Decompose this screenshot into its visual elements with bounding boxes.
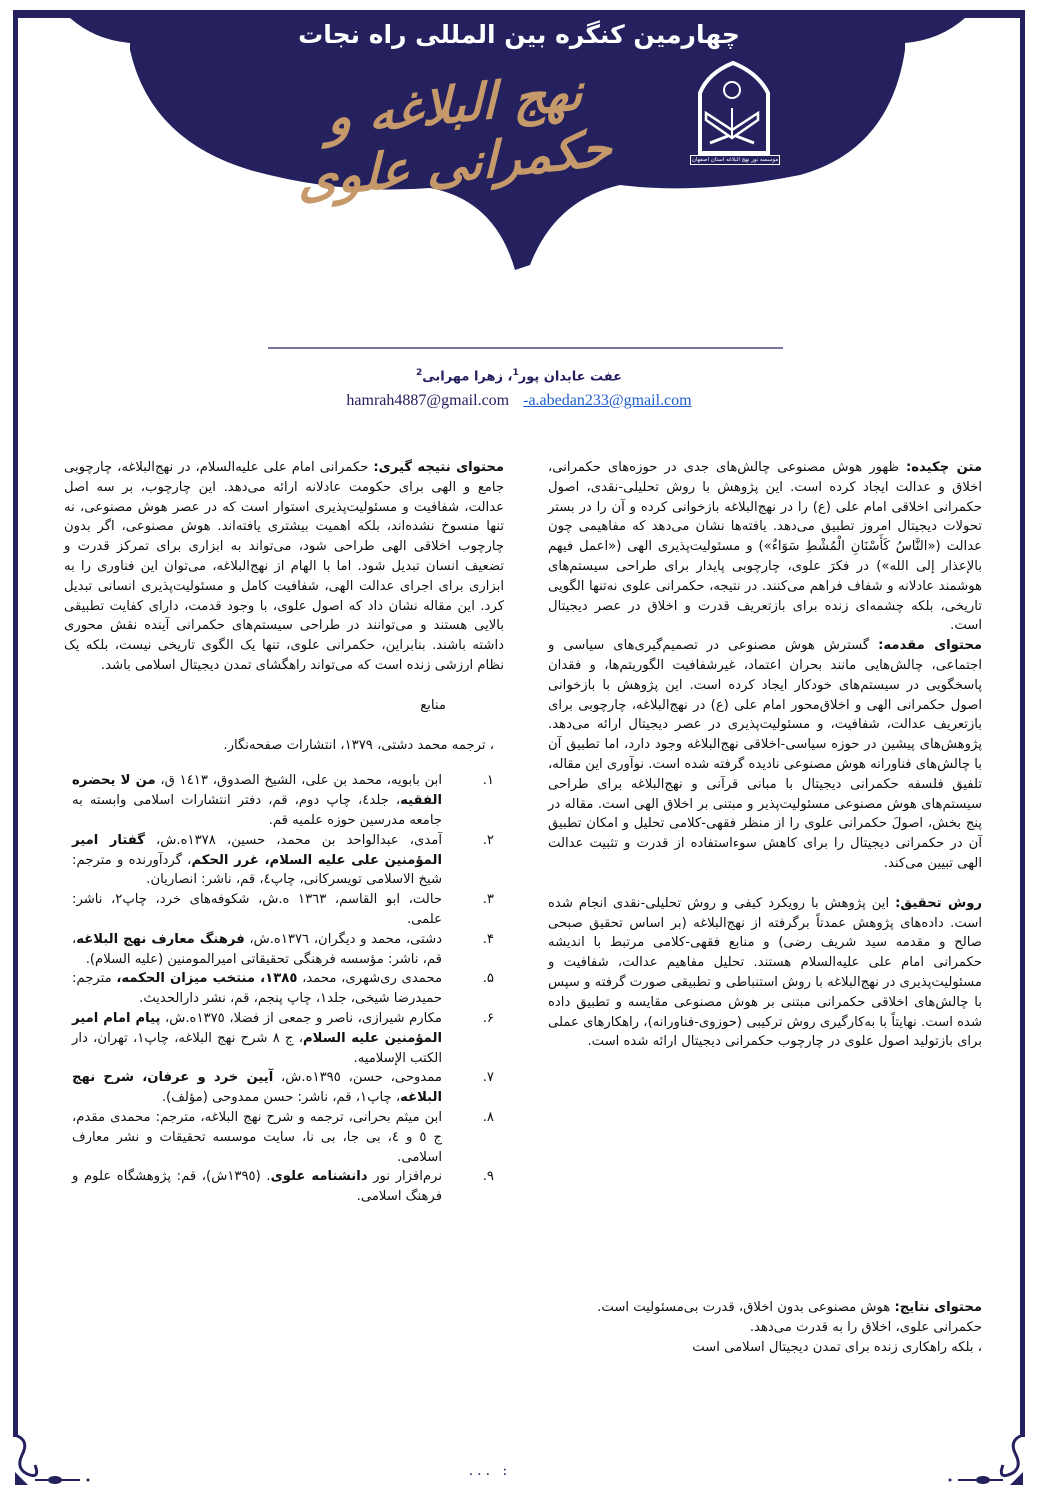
email-plain: hamrah4887@gmail.com [346,392,510,409]
email-line [0,392,1038,410]
reference-pre: مکارم شیرازی، ناصر و جمعی از فضلا، ١٣٧٥ه.ش، [160,1010,442,1026]
corner-ornament-left-icon [10,1430,90,1490]
references-title: منابع [420,697,446,713]
reference-number: ۴. [482,931,494,947]
reference-item [64,1068,504,1108]
reference-post: . (١٣٩٥ش)، قم: پژوهشگاه علوم و فرهنگ اسلامی. [72,1169,442,1205]
abstract-label: متن چکیده: [905,460,982,475]
corner-ornament-right-icon [948,1430,1028,1490]
conclusion-label: محتوای نتیجه گیری: [373,460,504,475]
reference-title: ١٣٨٥، منتخب میزان الحکمه، [116,971,298,987]
reference-text [64,831,442,890]
reference-post: ، چاپ١، قم، ناشر: حسن ممدوحی (مؤلف). [161,1090,401,1106]
reference-pre: حالت، ابو القاسم، ١٣٦٣ ه.ش، شکوفه‌های خرد، چاپ٢، ناشر: علمی. [72,892,442,927]
introduction-label: محتوای مقدمه: [878,638,982,654]
reference-post: ، جلد٤، چاپ دوم، قم، دفتر انتشارات اسلامی وابسته به جامعه مدرسین حوزه علمیه قم. [72,793,442,828]
reference-title: من لا یحضره الفقیه [72,773,443,809]
method-text: این پژوهش با رویکرد کیفی و روش تحلیلی-نقدی انجام شده است. داده‌های پژوهش عمدتاً برگرفته از نهج‌البلاغه (بر اساس تحقیق صبحی صالح و مقدمه سید شریف رضی) و منابع فقهی-کلامی مرتبط با اندیشه حکمرانی امام علی علیه‌السلام هستند. تحلیل مفاهیم عدالت، شفافیت و مسئولیت‌پذیری در نهج‌البلاغه با روش استنباطی و تطبیقی صورت گرفته و سپس با چالش‌های اخلاقی حکمرانی مبتنی بر هوش مصنوعی مقایسه و تطبیق داده شده است. نهایتاً با به‌کارگیری روش ترکیبی (حوزوی-فناورانه)، راهکارهای عملی برای بازتولید اصول علوی در چارچوب حکمرانی دیجیتال ارائه شده است. [548,895,982,1050]
author-separator: ، [503,369,513,385]
reference-title: دانشنامه علوی [270,1169,368,1185]
reference-text [64,771,442,830]
reference-item [64,969,504,1009]
reference-post: ، قم، ناشر: مؤسسه فرهنگی تحقیقاتی امیرالمومنین (علیه السلام). [72,931,442,967]
introduction-section [548,636,982,874]
reference-number: ۳. [482,892,494,908]
introduction-text: گسترش هوش مصنوعی در تصمیم‌گیری‌های سیاسی و اجتماعی، چالش‌هایی مانند بحران اعتماد، غیرشفافیت الگوریتم‌ها، و فقدان پاسخگویی در سیستم‌های خودکار ایجاد کرده است. این پژوهش با بازخوانی اصول حکمرانی الهی و اخلاق‌محور امام علی (ع) در نهج‌البلاغه، چارچوبی برای بازتعریف عدالت، شفافیت، و مسئولیت‌پذیری در عصر دیجیتال ارائه می‌دهد. پژوهش‌های پیشین در حوزه سیاسی-اخلاقی نهج‌البلاغه وجود دارد، اما تطبیق آن با چالش‌های فناورانه هوش مصنوعی نادیده گرفته شده است. نوآوری این مقاله، تلفیق فلسفه حکمرانی دیجیتال با مبانی قرآنی و نهج‌البلاغه برای طراحی سیستم‌های هوش مصنوعی مسئولیت‌پذیر و مبتنی بر اخلاق الهی است. مقاله در پنج بخش، اصولَ حکمرانی علوی را از منظر فقهی-کلامی تحلیل و امکان تطبیق آن در حکمرانی دیجیتال را برای کاهش سوءاستفاده از قدرت و تثبیت عدالت الهی تبیین می‌کند. [548,638,982,871]
reference-number: ۷. [482,1070,494,1086]
references-intro: ، ترجمه محمد دشتی، ۱۳۷۹، انتشارات صفحه‌نگار. [223,737,494,753]
reference-number: ۲. [482,832,494,848]
reference-number: ۵. [482,971,494,987]
reference-pre: آمدی، عبدالواحد بن محمد، حسین، ١٣٧٨ه.ش، [144,832,442,848]
references-list [64,771,504,1207]
reference-number: ۱. [482,773,494,789]
reference-pre: ابن میثم بحرانی، ترجمه و شرح نهج البلاغه، مترجم: محمدی مقدم، ج ٥ و ٤، بی جا، بی نا، سایت موسسه تحقیقات و نشر معارف اسلامی. [72,1109,442,1165]
author-line [0,368,1038,384]
results-line-1: هوش مصنوعی بدون اخلاق، قدرت بی‌مسئولیت است. [597,1300,895,1315]
left-column [64,458,504,1207]
reference-number: ۶. [482,1010,494,1026]
results-label: محتوای نتایج: [894,1300,982,1315]
results-line-2: حکمرانی علوی، اخلاق را به قدرت می‌دهد. [749,1319,982,1335]
reference-title: گفتار امیر المؤمنین علی علیه السلام، غرر الحکم [72,832,442,868]
author-2-affiliation: 2 [415,368,423,378]
divider-rule [268,347,783,349]
reference-item [64,1009,504,1068]
author-1-affiliation: 1 [512,368,519,378]
reference-text [64,930,442,970]
reference-post: مترجم: حمیدرضا شیخی، جلد١، چاپ پنجم، قم، نشر دارالحدیث. [72,971,442,1007]
reference-title: پیام امام امیر المؤمنین علیه السلام [72,1010,442,1046]
conclusion-section [64,458,504,676]
abstract-text: ظهور هوش مصنوعی چالش‌های جدی در حوزه‌های حکمرانی، اخلاق و عدالت ایجاد کرده است. این پژوهش با روش تحلیلی-نقدی، اصول حکمرانی اخلاقی امام علی (ع) را در نهج‌البلاغه بازخوانی کرده و آن را در بستر تحولات دیجیتال امروز تطبیق می‌دهد. یافته‌ها نشان می‌دهد که مفاهیمی چون عدالت («النَّاسُ كَأَسْنَانِ الْمُشْطِ سَوَاءٌ») و مسئولیت‌پذیری الهی («اعمل فیهم بالإعذار إلى الله») در فکرَ علوی، چارچوبی پایدار برای طراحی سیستم‌های هوشمند عادلانه و شفاف فراهم می‌کنند. در نتیجه، حکمرانی علوی نه‌تنها الگویی تاریخی، بلکه چشمه‌ای زنده برای بازتعریف قدرت و اخلاق در عصر دیجیتال است. [548,460,982,634]
reference-number: ۹. [482,1169,494,1185]
reference-text [64,969,442,1009]
author-2: زهرا مهرابی [422,369,504,385]
reference-pre: محمدی ری‌شهری، محمد، [297,971,443,987]
reference-pre: نرم‌افزار نور [367,1169,442,1185]
reference-title: آیین خرد و عرفان، شرح نهج البلاغه [72,1070,442,1106]
results-line-3: ، بلکه راهکاری زنده برای تمدن دیجیتال اسلامی است [692,1339,982,1355]
reference-pre: ممدوحی، حسن، ١٣٩٥ه.ش، [273,1070,442,1086]
reference-post: ، گردآورنده و مترجم: شیخ الاسلامی تویسرکانی، چاپ٤، قم، ناشر: انصاریان. [72,852,442,888]
results-section [548,1298,982,1357]
institute-logo-icon [688,58,778,168]
reference-item [64,831,504,890]
reference-item [64,771,504,830]
method-section [548,894,982,1052]
reference-item [64,1167,504,1207]
page-number: ... : [468,1463,512,1479]
reference-number: ۸. [482,1109,494,1125]
calligraphy-title: نهج البلاغه و حکمرانی علوی [298,61,612,210]
email-link[interactable]: -a.abedan233@gmail.com [523,392,692,409]
right-column [548,458,982,1052]
reference-text [64,890,442,930]
reference-text [64,1108,442,1167]
method-label: روش تحقیق: [895,895,982,911]
conclusion-text: حکمرانی امام علی علیه‌السلام، در نهج‌البلاغه، چارچوبی جامع و الهی برای حکومت عادلانه ارائه می‌دهد. این چارچوب، بر سه اصل عدالت، شفافیت و مسئولیت‌پذیری استوار است که در عصر هوش مصنوعی، نه تنها منسوخ نشده‌اند، بلکه اهمیت بیشتری یافته‌اند. هوش مصنوعی، اگر بدون چارچوب اخلاقی الهی طراحی شود، می‌تواند به ابزاری برای تمرکز قدرت و تضعیف انسان تبدیل شود. اما با الهام از نهج‌البلاغه، می‌توان این فناوری را به ابزاری برای اجرای عدالت الهی، شفافیت کامل و مسئولیت‌پذیری انسانی تبدیل کرد. این مقاله نشان داد که اصول علوی، با وجود قدمت، دارای کفایت تطبیقی بالایی هستند و می‌توانند در طراحی سیستم‌های حکمرانی آینده نقش محوری داشته باشند. بنابراین، حکمرانی علوی، تنها یک الگوی تاریخی نیست، بلکه یک نظام ارزشی زنده است که می‌تواند راهگشای تمدن دیجیتال اسلامی باشد. [64,460,504,673]
reference-item [64,930,504,970]
logo-caption: موسسه نور نهج البلاغه استان اصفهان [691,157,779,163]
reference-item [64,1108,504,1167]
reference-item [64,890,504,930]
congress-title: چهارمین کنگره بین المللی راه نجات [298,20,740,49]
reference-title: فرهنگ معارف نهج البلاغه [76,931,245,947]
author-1: عفت عابدان پور [518,369,623,385]
reference-text [64,1167,442,1207]
reference-text [64,1009,442,1068]
reference-text [64,1068,442,1108]
reference-pre: دشتی، محمد و دیگران، ١٣٧٦ه.ش، [244,931,442,947]
abstract-section [548,458,982,636]
reference-pre: ابن بابویه، محمد بن علی، الشیخ الصدوق، ١٤١٣ ق، [155,773,442,789]
reference-post: ، ج ٨ شرح نهج البلاغه، چاپ١، تهران، دار الکتب الإسلامیه. [72,1030,442,1066]
